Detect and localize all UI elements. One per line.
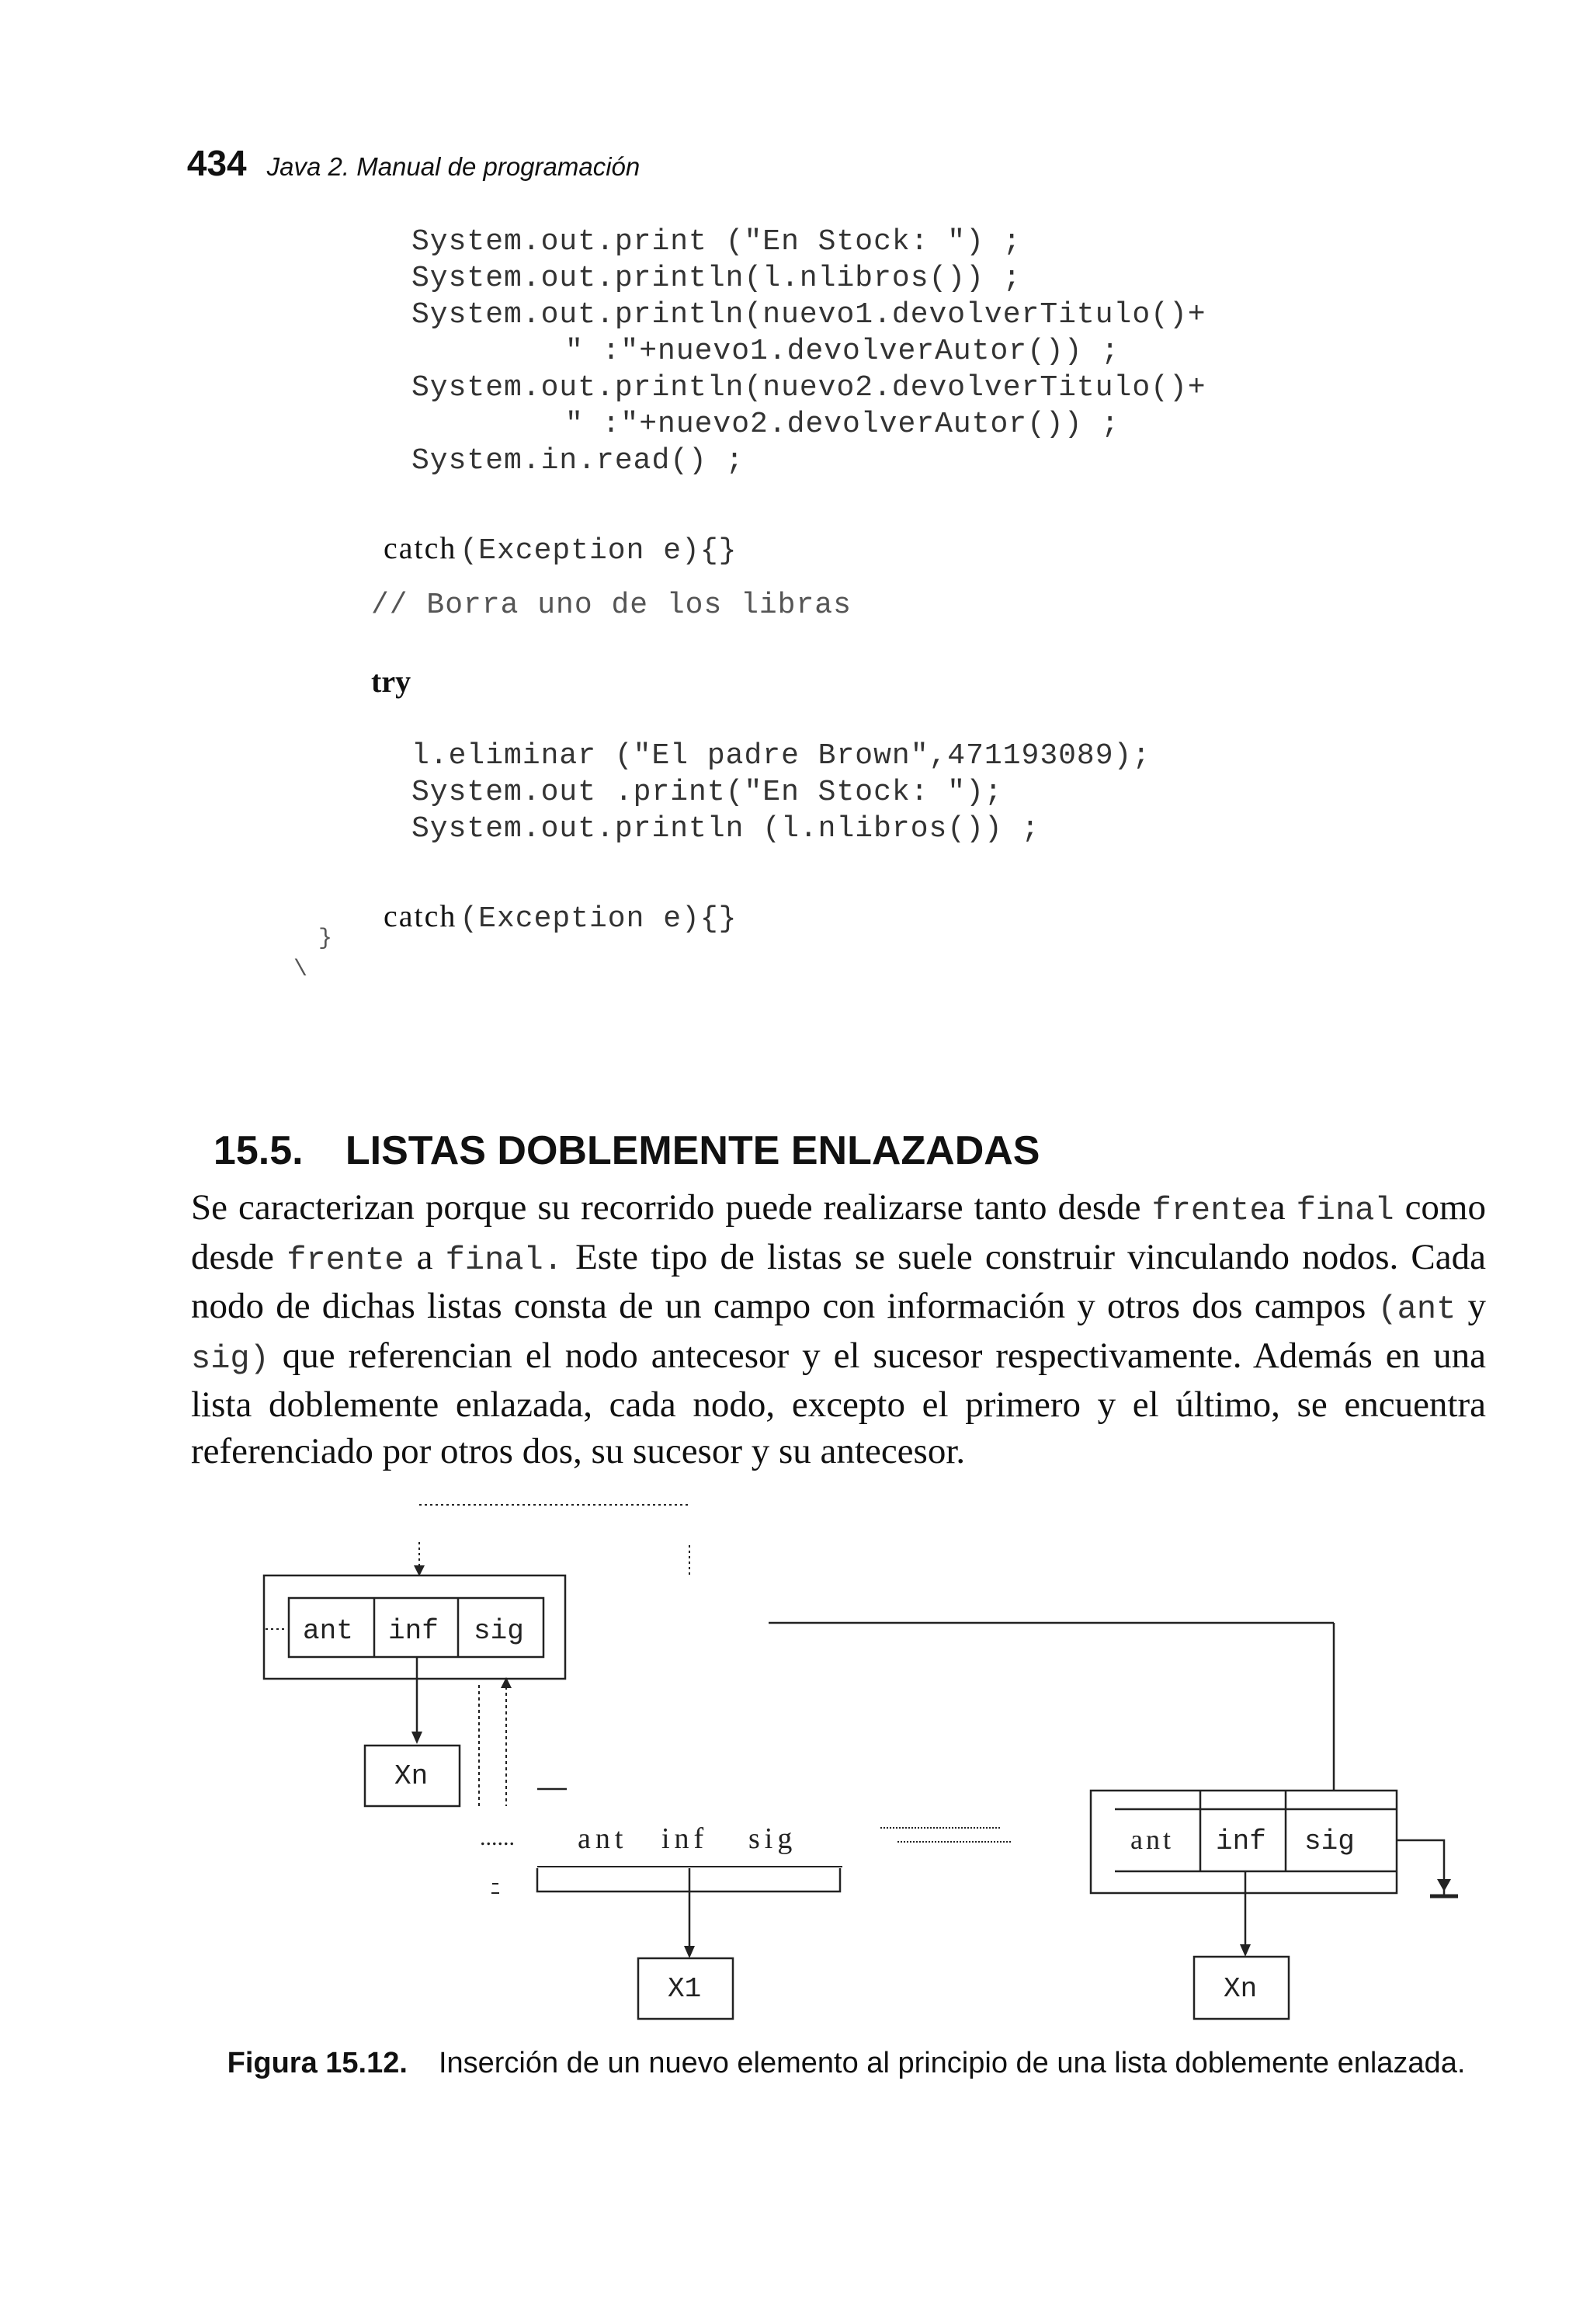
figure-caption [186, 2044, 1506, 2083]
code-line: " :"+nuevo2.devolverAutor()) ; [565, 408, 1120, 441]
field-sig: sig [474, 1615, 524, 1647]
section-number: 15.5. [213, 1128, 304, 1173]
code-term: (ant [1377, 1291, 1456, 1328]
value-x1: X1 [668, 1973, 702, 2005]
code-line: System.out .print("En Stock: "); [411, 776, 1003, 809]
code-line: System.out.print ("En Stock: ") ; [411, 225, 1022, 259]
text-run: a [404, 1236, 446, 1277]
field-ant: ant [1130, 1824, 1174, 1855]
arrow-head [411, 1732, 422, 1744]
caption-label: Figura 15.12. [227, 2047, 408, 2079]
code-line: System.in.read() ; [411, 444, 745, 478]
code-line: System.out.println(nuevo1.devolverTitulo()+ [411, 298, 1206, 332]
closing-brace: } [318, 926, 333, 952]
text-run: a [1269, 1187, 1297, 1228]
code-line: l.eliminar ("El padre Brown",471193089); [411, 739, 1151, 773]
catch-clause: (Exception e){} [460, 902, 738, 936]
catch-keyword: catch [384, 530, 457, 565]
field-inf: inf [661, 1822, 709, 1855]
try-keyword: try [371, 664, 411, 699]
catch-clause: (Exception e){} [460, 534, 738, 568]
section-title: LISTAS DOBLEMENTE ENLAZADAS [345, 1128, 1040, 1173]
arrow-head [684, 1946, 695, 1958]
caption-text: Inserción de un nuevo elemento al principio de una lista doblemente enlazada. [438, 2047, 1466, 2079]
field-ant: ant [578, 1822, 628, 1855]
field-inf: inf [388, 1615, 439, 1647]
field-inf: inf [1216, 1826, 1266, 1857]
code-line: System.out.println(nuevo2.devolverTitulo()+ [411, 371, 1206, 405]
text-run: Se caracterizan porque su recorrido puede realizarse tanto desde [191, 1187, 1152, 1228]
book-title: Java 2. Manual de programación [266, 152, 641, 181]
field-sig: sig [1304, 1826, 1355, 1857]
value-xn: Xn [1224, 1973, 1258, 2005]
leading-dots: ...... [480, 1825, 515, 1850]
null-pointer-line [1397, 1840, 1444, 1895]
catch-keyword: catch [384, 898, 457, 933]
code-comment: // Borra uno de los libras [371, 589, 852, 622]
code-line: System.out.println(l.nlibros()) ; [411, 262, 1022, 295]
text-run: Este tipo de listas se suele construir vinculando nodos. Cada nodo de dichas listas consta de un campo con información y otros dos campos [191, 1236, 1486, 1326]
code-term: frente [1151, 1192, 1269, 1229]
code-line: " :"+nuevo1.devolverAutor()) ; [565, 335, 1120, 368]
code-term: frente [286, 1241, 404, 1279]
code-line: System.out.println (l.nlibros()) ; [411, 812, 1040, 846]
closing-brace: \ [293, 957, 308, 983]
value-xn: Xn [394, 1760, 429, 1792]
text-run: como desde [191, 1187, 1486, 1277]
code-term: final [1296, 1192, 1394, 1229]
field-ant: ant [303, 1615, 353, 1647]
arrow-head [1240, 1944, 1251, 1957]
page-number: 434 [186, 143, 247, 183]
code-term: sig) [191, 1339, 269, 1377]
code-term: final. [445, 1241, 563, 1279]
text-run: que referencian el nodo antecesor y el sucesor respectivamente. Además en una lista doblemente enlazada, cada nodo, excepto el primero y el último, se encuentra referenciado por otros dos, su sucesor y su antecesor. [191, 1335, 1486, 1471]
arrow-head [1437, 1879, 1451, 1892]
field-sig: sig [748, 1822, 797, 1855]
text-run: y [1456, 1286, 1486, 1326]
